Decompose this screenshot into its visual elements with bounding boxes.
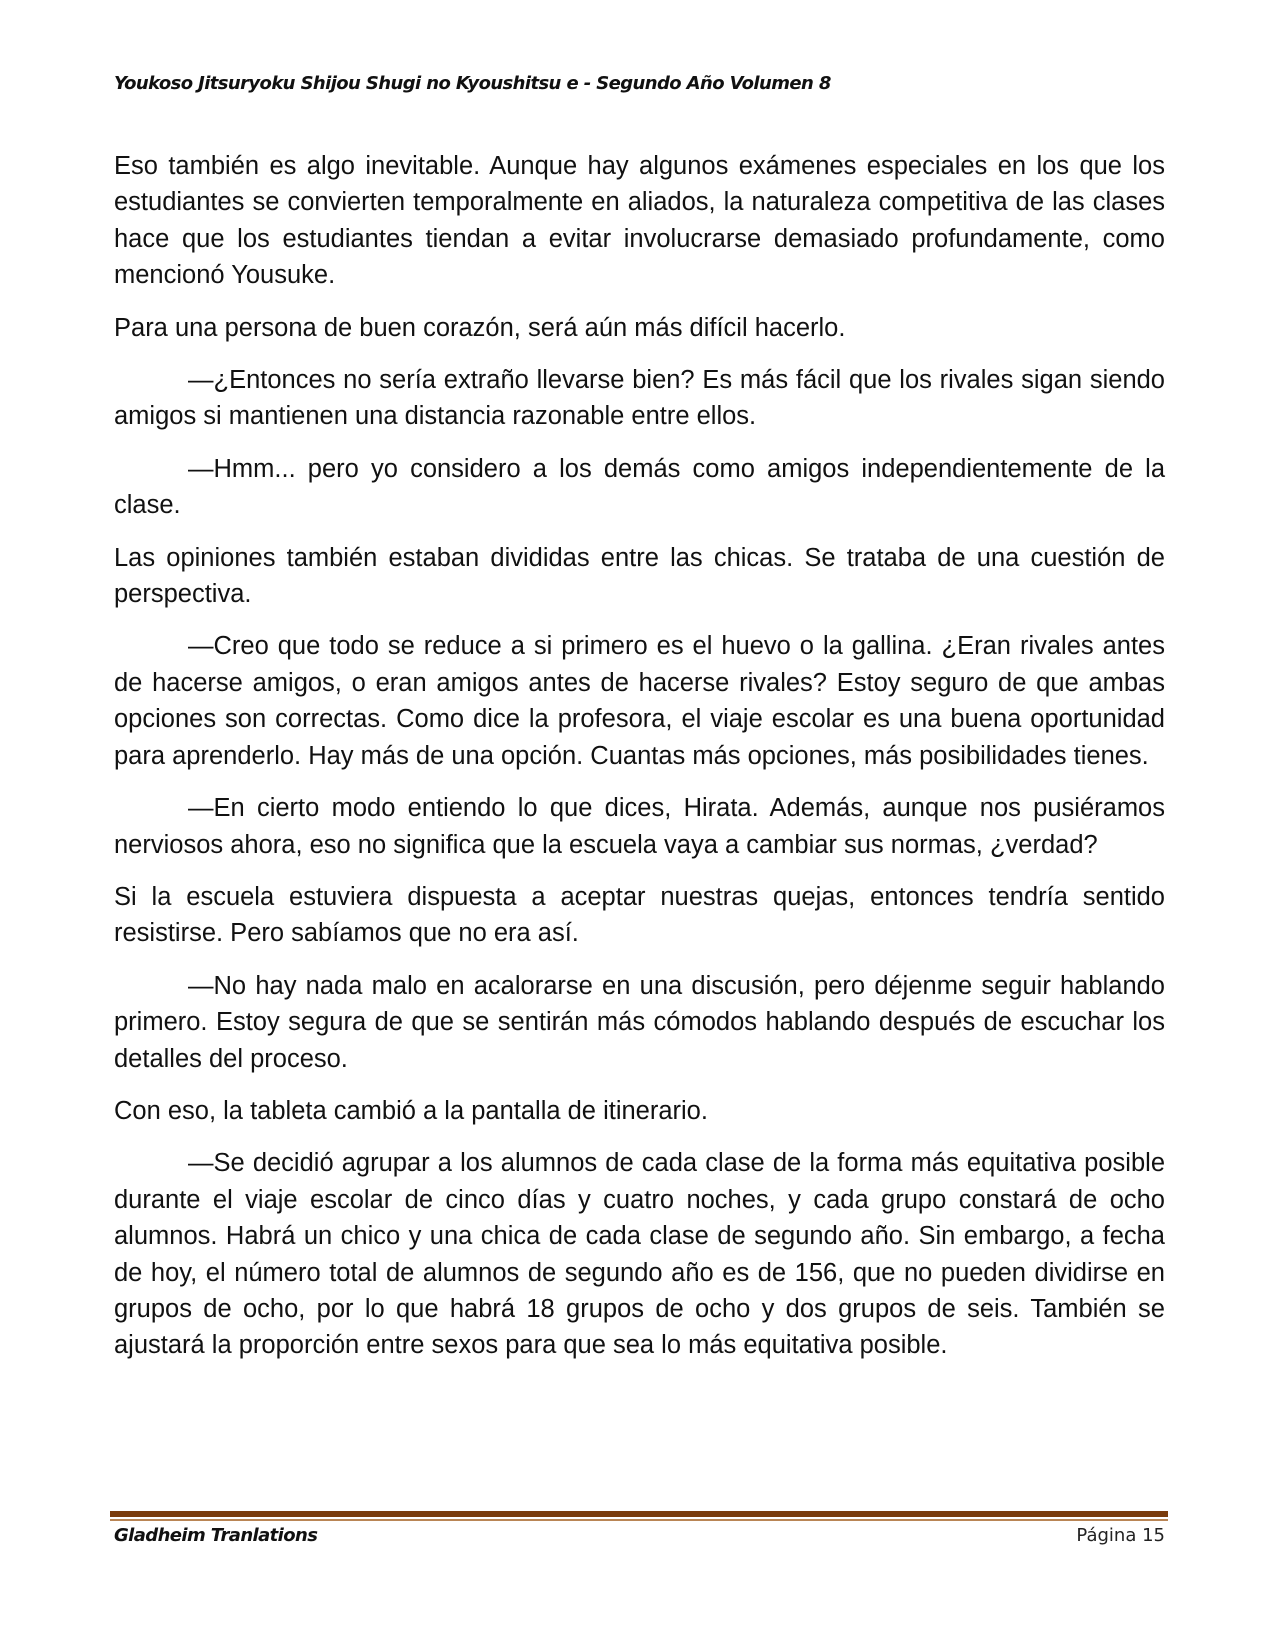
footer-publisher: Gladheim Tranlations (114, 1525, 318, 1546)
footer-rule-thin (110, 1519, 1168, 1521)
page-number: Página 15 (1076, 1525, 1165, 1546)
dialogue-paragraph: —¿Entonces no sería extraño llevarse bien? Es más fácil que los rivales sigan siendo amigos si mantienen una distancia razonable entre ellos. (114, 366, 1165, 431)
paragraph: Con eso, la tableta cambió a la pantalla de itinerario. (114, 1096, 708, 1125)
paragraph: Eso también es algo inevitable. Aunque hay algunos exámenes especiales en los que los estudiantes se convierten temporalmente en aliados, la naturaleza competitiva de las clases hace que los estudiantes tiendan a evitar involucrarse demasiado profundamente, como mencionó Yousuke. (114, 152, 1165, 290)
dialogue-paragraph: —Creo que todo se reduce a si primero es el huevo o la gallina. ¿Eran rivales antes de hacerse amigos, o eran amigos antes de hacerse rivales? Estoy seguro de que ambas opciones son correctas. Como dice la profesora, el viaje escolar es una buena oportunidad para aprenderlo. Hay más de una opción. Cuantas más opciones, más posibilidades tienes. (114, 632, 1165, 770)
footer-rule (110, 1511, 1168, 1517)
paragraph: Para una persona de buen corazón, será aún más difícil hacerlo. (114, 313, 846, 342)
dialogue-paragraph: —No hay nada malo en acalorarse en una discusión, pero déjenme seguir hablando primero. Estoy segura de que se sentirán más cómodos hablando después de escuchar los detalles del proceso. (114, 971, 1165, 1073)
paragraph: Si la escuela estuviera dispuesta a aceptar nuestras quejas, entonces tendría sentido resistirse. Pero sabíamos que no era así. (114, 882, 1165, 948)
page-header-title: Youkoso Jitsuryoku Shijou Shugi no Kyoushitsu e - Segundo Año Volumen 8 (114, 73, 831, 94)
dialogue-paragraph: —Se decidió agrupar a los alumnos de cada clase de la forma más equitativa posible durante el viaje escolar de cinco días y cuatro noches, y cada grupo constará de ocho alumnos. Habrá un chico y una chica de cada clase de segundo año. Sin embargo, a fecha de hoy, el número total de alumnos de segundo año es de 156, que no pueden dividirse en grupos de ocho, por lo que habrá 18 grupos de ocho y dos grupos de seis. También se ajustará la proporción entre sexos para que sea lo más equitativa posible. (114, 1149, 1165, 1360)
dialogue-paragraph: —En cierto modo entiendo lo que dices, Hirata. Además, aunque nos pusiéramos nerviosos ahora, eso no significa que la escuela vaya a cambiar sus normas, ¿verdad? (114, 794, 1165, 859)
dialogue-paragraph: —Hmm... pero yo considero a los demás como amigos independientemente de la clase. (114, 454, 1165, 520)
paragraph: Las opiniones también estaban divididas entre las chicas. Se trataba de una cuestión de perspectiva. (114, 543, 1165, 609)
document-body (114, 148, 1165, 1380)
